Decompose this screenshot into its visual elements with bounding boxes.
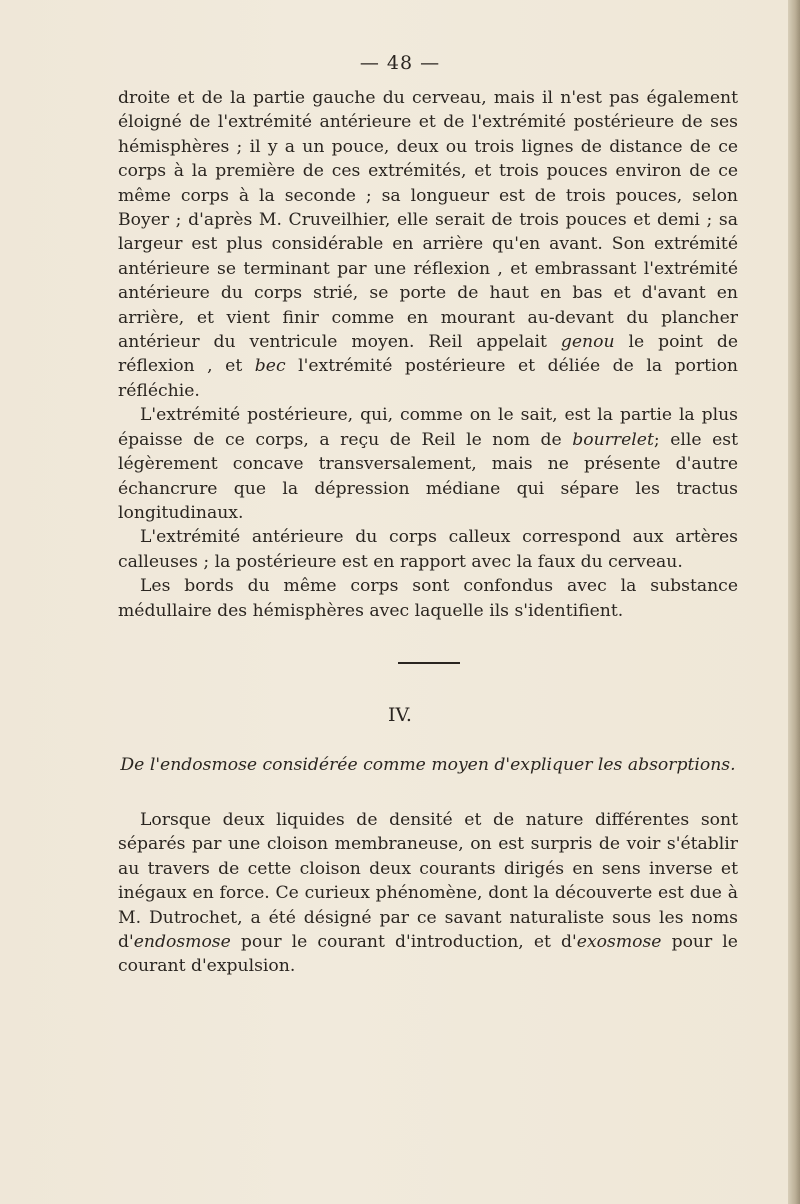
term-endosmose: endosmose — [133, 932, 231, 953]
section-number: IV. — [388, 704, 412, 726]
text-block-upper — [118, 86, 738, 623]
term-genou: genou — [560, 332, 615, 353]
section-divider — [398, 662, 460, 664]
paragraph-bords: Les bords du même corps sont confondus avec la substance médullaire des hémisphères avec laquelle ils s'identifient. — [118, 576, 738, 621]
paragraph-bourrelet: L'extrémité postérieure, qui, comme on le sait, est la partie la plus épaisse de ce corps, a reçu de Reil le nom de bourrelet; elle est légèrement concave transversalement, mais ne présente d'autre échancrure que la dépression médiane qui sépare les tractus longitudinaux. — [118, 405, 738, 523]
section-title: De l'endosmose considérée comme moyen d'expliquer les absorptions. — [120, 755, 736, 775]
page-number: — 48 — — [359, 52, 441, 74]
page-edge — [788, 0, 800, 1204]
paragraph-continuation: droite et de la partie gauche du cerveau, mais il n'est pas également éloigné de l'extrémité antérieure et de l'extrémité postérieure de ses hémisphères ; il y a un pouce, deux ou trois lignes de distance de ce corps à la première de ces extrémités, et trois pouces environ de ce même corps à la seconde ; sa longueur est de trois pouces, selon Boyer ; d'après M. Cruveilhier, elle serait de trois pouces et demi ; sa largeur est plus considérable en arrière qu'en avant. Son extrémité antérieure se terminant par une réflexion , et embrassant l'extrémité antérieure du corps strié, se porte de haut en bas et d'avant en arrière, et vient finir comme en mourant au-devant du plancher antérieur du ventricule moyen. Reil appelait genou le point de réflexion , et bec l'extrémité postérieure et déliée de la portion réfléchie. — [118, 88, 739, 401]
term-bourrelet: bourrelet — [572, 429, 654, 450]
term-exosmose: exosmose — [576, 932, 662, 953]
paragraph-endosmose: Lorsque deux liquides de densité et de nature différentes sont séparés par une cloison membraneuse, on est surpris de voir s'établir au travers de cette cloison deux courants dirigés en sens inverse et inégaux en force. Ce curieux phénomène, dont la découverte est due à M. Dutrochet, a été désigné par ce savant naturaliste sous les noms d'endosmose pour le courant d'introduction, et d'exosmose pour le courant d'expulsion. — [118, 810, 738, 977]
text-block-lower — [118, 808, 738, 979]
paragraph-arteres: L'extrémité antérieure du corps calleux correspond aux artères calleuses ; la postérieure est en rapport avec la faux du cerveau. — [118, 527, 738, 572]
term-bec: bec — [254, 356, 286, 377]
